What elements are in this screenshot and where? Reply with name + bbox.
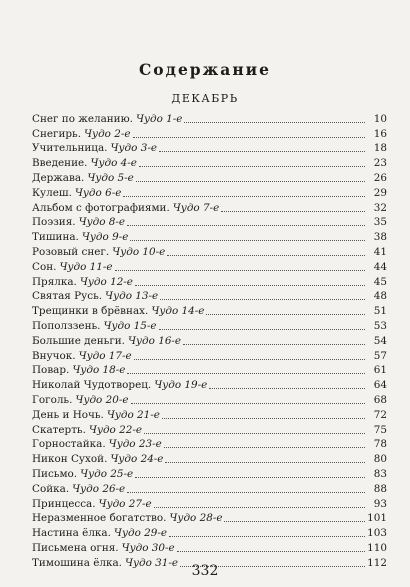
entry-title: Сон.	[32, 260, 57, 273]
entry-page: 18	[373, 142, 387, 155]
toc-entry	[32, 466, 387, 481]
entry-title: День и Ночь.	[32, 408, 104, 421]
toc-entry	[32, 244, 387, 259]
entry-title: Принцесса.	[32, 497, 96, 510]
entry-page: 35	[373, 216, 387, 229]
entry-page: 48	[373, 290, 387, 303]
entry-title: Держава.	[32, 171, 85, 184]
entry-page: 68	[373, 393, 387, 406]
entry-page: 101	[367, 512, 387, 525]
entry-miracle: Чудо 1-е	[135, 112, 183, 125]
dot-leader	[159, 329, 365, 330]
dot-leader	[224, 521, 365, 522]
entry-title: Настина ёлка.	[32, 527, 111, 540]
entry-title: Сойка.	[32, 482, 70, 495]
dot-leader	[144, 433, 365, 434]
toc-entry	[32, 200, 387, 215]
toc-entry	[32, 348, 387, 363]
toc-entry	[32, 229, 387, 244]
entry-title: Никон Сухой.	[32, 453, 108, 466]
dot-leader	[127, 373, 365, 374]
table-of-contents	[32, 111, 387, 570]
entry-page: 61	[373, 364, 387, 377]
entry-title: Скатерть.	[32, 423, 86, 436]
entry-title: Снег по желанию.	[32, 112, 133, 125]
entry-page: 29	[373, 186, 387, 199]
dot-leader	[167, 255, 365, 256]
toc-entry	[32, 259, 387, 274]
entry-miracle: Чудо 30-е	[121, 541, 175, 554]
page-title: Содержание	[138, 60, 272, 79]
entry-miracle: Чудо 11-е	[59, 260, 113, 273]
toc-entry	[32, 274, 387, 289]
entry-title: Внучок.	[32, 349, 76, 362]
dot-leader	[160, 299, 365, 300]
entry-page: 83	[373, 467, 387, 480]
entry-page: 16	[373, 127, 387, 140]
toc-entry	[32, 437, 387, 452]
toc-entry	[32, 363, 387, 378]
entry-page: 53	[373, 319, 387, 332]
entry-miracle: Чудо 28-е	[169, 512, 223, 525]
toc-entry	[32, 318, 387, 333]
entry-page: 103	[367, 527, 387, 540]
entry-miracle: Чудо 13-е	[105, 290, 159, 303]
entry-page: 112	[367, 556, 387, 569]
dot-leader	[221, 211, 365, 212]
entry-miracle: Чудо 22-е	[88, 423, 142, 436]
entry-page: 45	[373, 275, 387, 288]
entry-miracle: Чудо 27-е	[98, 497, 152, 510]
entry-page: 41	[373, 245, 387, 258]
entry-title: Введение.	[32, 157, 88, 170]
toc-entry	[32, 141, 387, 156]
entry-title: Повар.	[32, 364, 70, 377]
toc-entry	[32, 392, 387, 407]
dot-leader	[162, 418, 365, 419]
toc-entry	[32, 451, 387, 466]
entry-title: Гоголь.	[32, 393, 73, 406]
entry-miracle: Чудо 19-е	[154, 379, 208, 392]
entry-title: Поэзия.	[32, 216, 76, 229]
entry-miracle: Чудо 21-е	[106, 408, 160, 421]
entry-miracle: Чудо 20-е	[75, 393, 129, 406]
toc-entry	[32, 422, 387, 437]
entry-page: 57	[373, 349, 387, 362]
entry-title: Снегирь.	[32, 127, 82, 140]
dot-leader	[209, 388, 365, 389]
dot-leader	[159, 151, 365, 152]
entry-miracle: Чудо 8-е	[78, 216, 126, 229]
dot-leader	[130, 240, 365, 241]
toc-entry	[32, 303, 387, 318]
entry-miracle: Чудо 10-е	[112, 245, 166, 258]
toc-entry	[32, 215, 387, 230]
toc-entry	[32, 170, 387, 185]
entry-title: Учительница.	[32, 142, 108, 155]
dot-leader	[134, 359, 365, 360]
entry-page: 93	[373, 497, 387, 510]
entry-miracle: Чудо 9-е	[81, 231, 129, 244]
entry-miracle: Чудо 4-е	[90, 157, 137, 170]
toc-entry	[32, 377, 387, 392]
entry-page: 88	[373, 482, 387, 495]
dot-leader	[136, 181, 365, 182]
entry-miracle: Чудо 16-е	[128, 334, 182, 347]
dot-leader	[131, 403, 366, 404]
dot-leader	[154, 507, 365, 508]
entry-miracle: Чудо 25-е	[80, 467, 134, 480]
dot-leader	[135, 285, 365, 286]
entry-title: Тимошина ёлка.	[32, 556, 122, 569]
toc-entry	[32, 525, 387, 540]
entry-miracle: Чудо 18-е	[72, 364, 126, 377]
entry-page: 80	[373, 453, 387, 466]
dot-leader	[184, 122, 365, 123]
entry-title: Святая Русь.	[32, 290, 103, 303]
entry-miracle: Чудо 12-е	[79, 275, 133, 288]
entry-miracle: Чудо 14-е	[151, 305, 205, 318]
toc-entry	[32, 496, 387, 511]
entry-miracle: Чудо 3-е	[110, 142, 157, 155]
entry-page: 110	[367, 541, 387, 554]
entry-miracle: Чудо 31-е	[124, 556, 179, 569]
section-title: ДЕКАБРЬ	[171, 92, 239, 105]
entry-title: Розовый снег.	[32, 245, 110, 258]
dot-leader	[139, 166, 365, 167]
toc-entry	[32, 481, 387, 496]
entry-title: Письмо.	[32, 467, 78, 480]
entry-miracle: Чудо 23-е	[108, 438, 162, 451]
entry-title: Николай Чудотворец.	[32, 379, 152, 392]
entry-miracle: Чудо 17-е	[78, 349, 132, 362]
dot-leader	[165, 462, 365, 463]
page-number: 332	[191, 563, 219, 579]
entry-page: 78	[373, 438, 387, 451]
dot-leader	[206, 314, 365, 315]
entry-page: 26	[373, 171, 387, 184]
entry-title: Трещинки в брёвнах.	[32, 305, 149, 318]
entry-page: 75	[373, 423, 387, 436]
dot-leader	[183, 344, 365, 345]
dot-leader	[123, 196, 365, 197]
entry-title: Кулеш.	[32, 186, 72, 199]
dot-leader	[115, 270, 365, 271]
entry-title: Неразменное богатство.	[32, 512, 167, 525]
entry-miracle: Чудо 7-е	[172, 201, 220, 214]
entry-title: Горностайка.	[32, 438, 106, 451]
entry-page: 72	[373, 408, 387, 421]
entry-title: Пополззень.	[32, 319, 101, 332]
dot-leader	[169, 536, 365, 537]
entry-page: 54	[373, 334, 387, 347]
toc-entry	[32, 511, 387, 526]
entry-title: Большие деньги.	[32, 334, 125, 347]
entry-page: 23	[373, 157, 387, 170]
dot-leader	[127, 492, 365, 493]
entry-page: 10	[373, 112, 387, 125]
dot-leader	[133, 137, 366, 138]
dot-leader	[177, 551, 365, 552]
toc-entry	[32, 185, 387, 200]
entry-page: 64	[373, 379, 387, 392]
entry-miracle: Чудо 2-е	[84, 127, 131, 140]
entry-title: Письмена огня.	[32, 541, 119, 554]
entry-miracle: Чудо 26-е	[72, 482, 126, 495]
toc-entry	[32, 155, 387, 170]
toc-entry	[32, 333, 387, 348]
entry-page: 38	[373, 231, 387, 244]
toc-entry	[32, 111, 387, 126]
entry-miracle: Чудо 15-е	[103, 319, 157, 332]
entry-miracle: Чудо 5-е	[87, 171, 134, 184]
entry-miracle: Чудо 6-е	[74, 186, 122, 199]
dot-leader	[164, 447, 365, 448]
entry-miracle: Чудо 29-е	[113, 527, 168, 540]
entry-page: 51	[373, 305, 387, 318]
toc-entry	[32, 407, 387, 422]
toc-entry	[32, 126, 387, 141]
dot-leader	[135, 477, 365, 478]
toc-entry	[32, 540, 387, 555]
entry-page: 32	[373, 201, 387, 214]
toc-entry	[32, 289, 387, 304]
entry-page: 44	[373, 260, 387, 273]
entry-miracle: Чудо 24-е	[110, 453, 164, 466]
entry-title: Альбом с фотографиями.	[32, 201, 170, 214]
entry-title: Прялка.	[32, 275, 77, 288]
dot-leader	[127, 225, 365, 226]
entry-title: Тишина.	[32, 231, 79, 244]
